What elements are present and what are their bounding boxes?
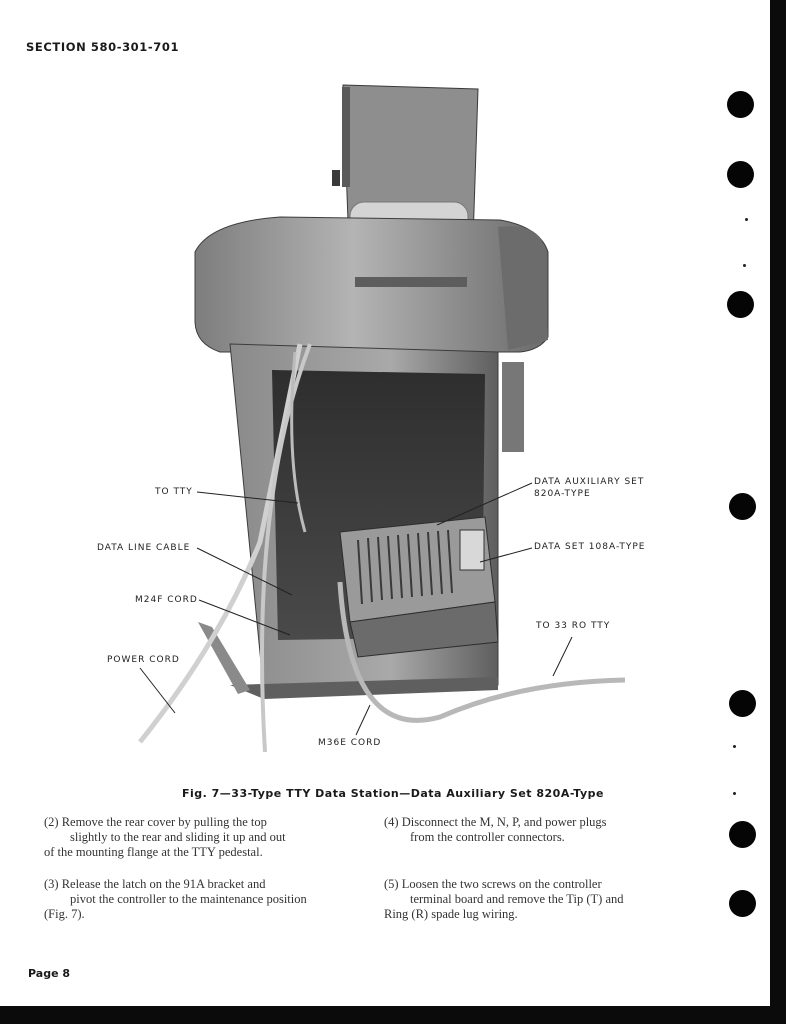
callout-m24f-cord: M24F CORD <box>135 595 198 605</box>
callout-data-auxiliary-set: DATA AUXILIARY SET <box>534 477 645 487</box>
scan-speck <box>745 218 748 221</box>
scan-speck <box>743 264 746 267</box>
figure-caption: Fig. 7—33-Type TTY Data Station—Data Auxiliary Set 820A-Type <box>181 787 604 800</box>
scan-edge-right <box>770 0 786 1024</box>
step-4-paragraph: (4) Disconnect the M, N, P, and power plugs from the controller connectors. <box>384 815 607 844</box>
section-number: SECTION 580-301-701 <box>26 40 180 54</box>
callout-820a-type: 820A-TYPE <box>534 489 591 499</box>
punch-hole-3 <box>727 291 754 318</box>
punch-hole-1 <box>727 91 754 118</box>
step-5-paragraph: (5) Loosen the two screws on the controller terminal board and remove the Tip (T) and Ring (R) spade lug wiring. <box>384 877 624 921</box>
punch-hole-4 <box>729 493 756 520</box>
punch-hole-6 <box>729 821 756 848</box>
step-3-paragraph: (3) Release the latch on the 91A bracket and pivot the controller to the maintenance position (Fig. 7). <box>44 877 307 921</box>
step-2-paragraph: (2) Remove the rear cover by pulling the top slightly to the rear and sliding it up and out of the mounting flange at the TTY pedestal. <box>44 815 286 859</box>
tty-data-station-photo <box>100 82 660 762</box>
punch-hole-2 <box>727 161 754 188</box>
callout-data-set-108a: DATA SET 108A-TYPE <box>534 542 646 552</box>
punch-hole-5 <box>729 690 756 717</box>
callout-to-33-ro-tty: TO 33 RO TTY <box>536 621 611 631</box>
callout-m36e-cord: M36E CORD <box>318 738 382 748</box>
scan-speck <box>733 745 736 748</box>
scan-edge-bottom <box>0 1006 786 1024</box>
callout-data-line-cable: DATA LINE CABLE <box>97 543 191 553</box>
punch-hole-7 <box>729 890 756 917</box>
page-number: Page 8 <box>28 967 71 980</box>
callout-power-cord: POWER CORD <box>107 655 180 665</box>
callout-to-tty: TO TTY <box>155 487 193 497</box>
